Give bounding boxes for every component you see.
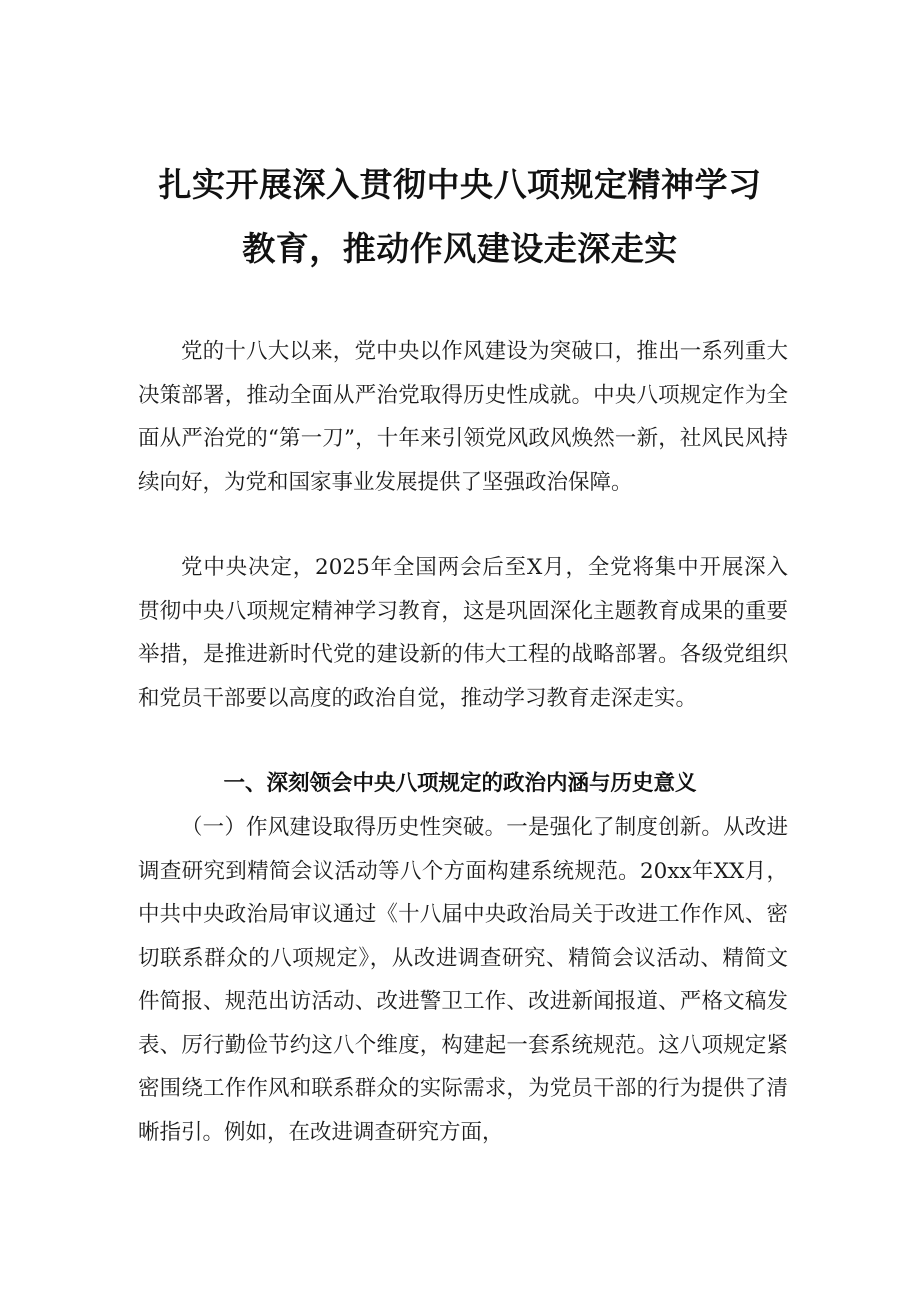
section-heading: 一、深刻领会中央八项规定的政治内涵与历史意义 (223, 771, 697, 796)
body-paragraph-1: 党的十八大以来，党中央以作风建设为突破口，推出一系列重大决策部署，推动全面从严治党取得历史性成就。中央八项规定作为全面从严治党的“第一刀”，十年来引领党风政风焕然一新，社风民风持续向好，为党和国家事业发展提供了坚强政治保障。 (138, 339, 788, 495)
subsection-paragraph: （一）作风建设取得历史性突破。一是强化了制度创新。从改进调查研究到精简会议活动等八个方面构建系统规范。20xx年XX月，中共中央政治局审议通过《十八届中央政治局关于改进工作作风、密切联系群众的八项规定》，从改进调查研究、精简会议活动、精简文件简报、规范出访活动、改进警卫工作、改进新闻报道、严格文稿发表、厉行勤俭节约这八个维度，构建起一套系统规范。这八项规定紧密围绕工作作风和联系群众的实际需求，为党员干部的行为提供了清晰指引。例如，在改进调查研究方面， (138, 815, 788, 1145)
document-title-line-2: 教育，推动作风建设走深走实 (242, 229, 678, 268)
document-title-line-1: 扎实开展深入贯彻中央八项规定精神学习 (158, 165, 762, 204)
body-paragraph-2: 党中央决定，2025年全国两会后至X月，全党将集中开展深入贯彻中央八项规定精神学习教育，这是巩固深化主题教育成果的重要举措，是推进新时代党的建设新的伟大工程的战略部署。各级党组织和党员干部要以高度的政治自觉，推动学习教育走深走实。 (138, 555, 788, 711)
